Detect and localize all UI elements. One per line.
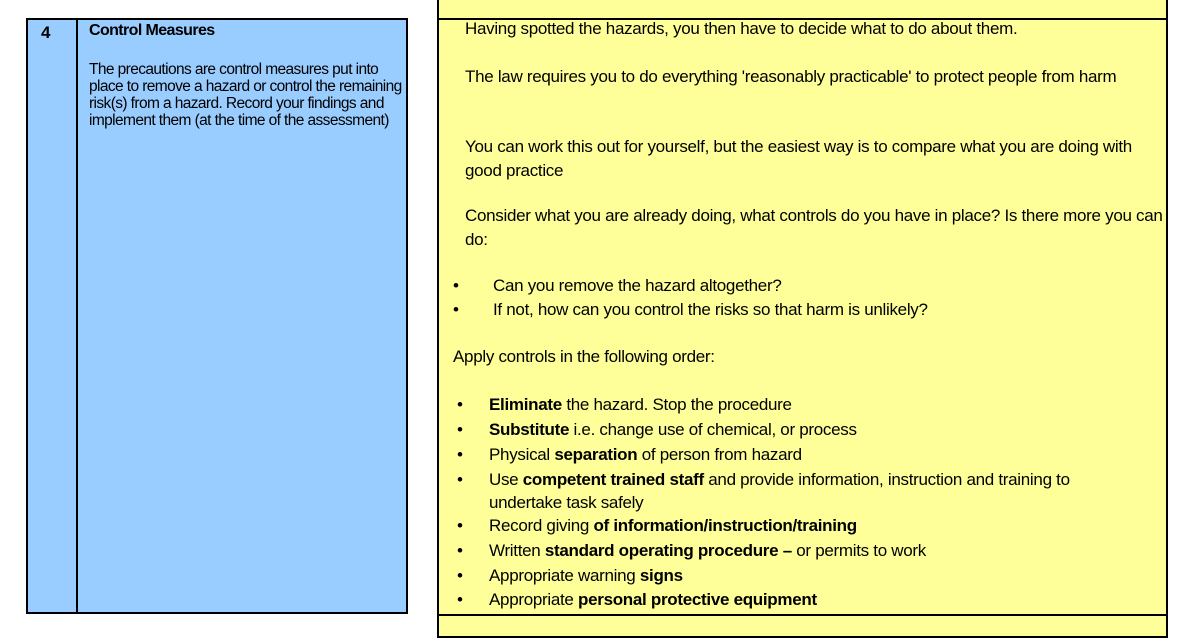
section-description: The precautions are control measures put into place to remove a hazard or control the remaining risk(s) from a hazard. Record your findings and implement them (at the time of the assessment) [89, 61, 402, 129]
control-item-text: Substitute i.e. change use of chemical, or process [489, 420, 857, 439]
bullet-icon: • [457, 445, 463, 464]
bullet-icon: • [453, 300, 459, 319]
question-text: If not, how can you control the risks so that harm is unlikely? [493, 300, 928, 319]
bullet-icon: • [457, 516, 463, 535]
control-item-text: Eliminate the hazard. Stop the procedure [489, 395, 792, 414]
row-number: 4 [41, 23, 51, 42]
control-item-text: Written standard operating procedure – or permits to work [489, 541, 926, 560]
question-text: Can you remove the hazard altogether? [493, 276, 782, 295]
control-item-text: Physical separation of person from hazard [489, 445, 802, 464]
label-content [89, 22, 404, 129]
guidance-paragraph: Having spotted the hazards, you then have to decide what to do about them. [465, 19, 1018, 38]
control-item-text: Appropriate warning signs [489, 566, 683, 585]
bullet-icon: • [457, 590, 463, 609]
bullet-icon: • [453, 276, 459, 295]
control-item-text: Appropriate personal protective equipment [489, 590, 817, 609]
bullet-icon: • [457, 541, 463, 560]
guidance-paragraph: The law requires you to do everything 'reasonably practicable' to protect people from harm [465, 67, 1117, 86]
guidance-cell [437, 0, 1168, 638]
bullet-icon: • [457, 395, 463, 414]
control-measures-label-cell [26, 18, 408, 614]
bullet-icon: • [457, 420, 463, 439]
order-heading: Apply controls in the following order: [453, 347, 715, 366]
control-item-text: Record giving of information/instruction/training [489, 516, 857, 535]
control-item-text: Use competent trained staff and provide information, instruction and training to undertake task safely [489, 470, 1070, 512]
guidance-paragraph: You can work this out for yourself, but the easiest way is to compare what you are doing with good practice [465, 137, 1132, 180]
row-divider-bottom [439, 614, 1166, 616]
section-title: Control Measures [89, 22, 215, 39]
bullet-icon: • [457, 566, 463, 585]
guidance-paragraph: Consider what you are already doing, what controls do you have in place? Is there more you can do: [465, 206, 1163, 249]
row-number-cell [28, 20, 78, 612]
bullet-icon: • [457, 470, 463, 489]
